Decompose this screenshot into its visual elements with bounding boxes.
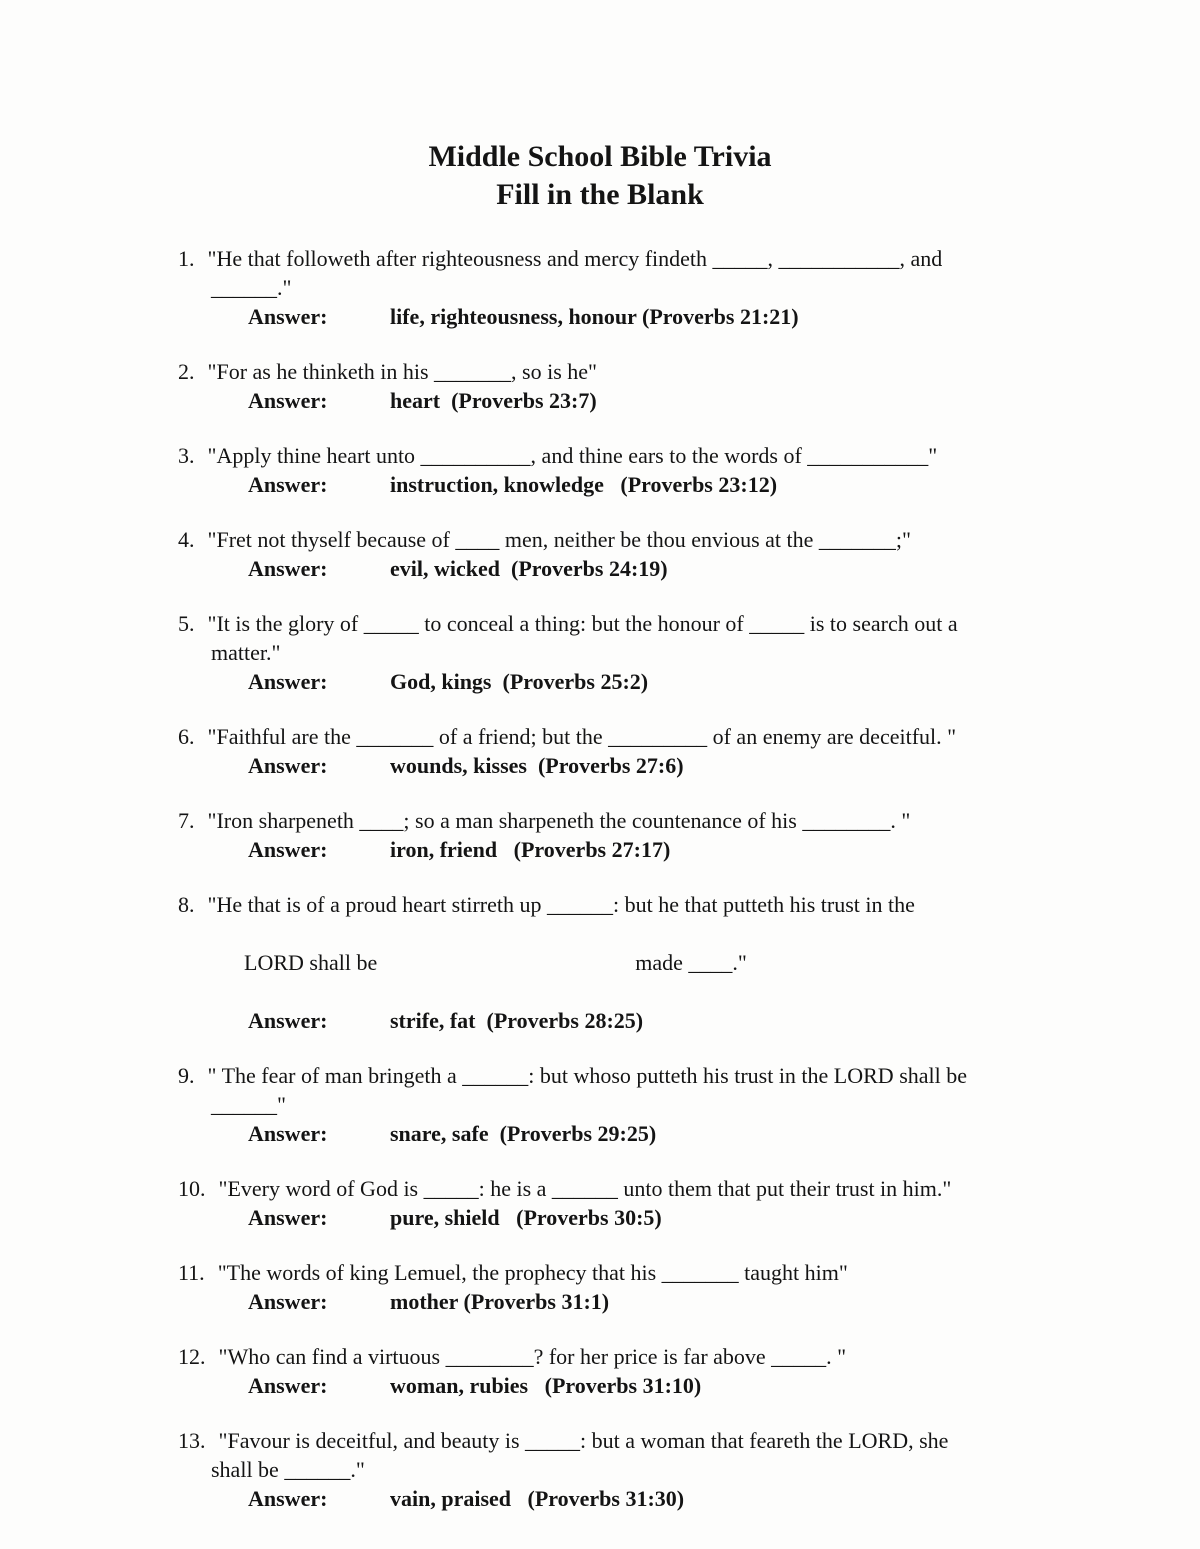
answer-line — [248, 835, 1120, 864]
page-title-line2: Fill in the Blank — [496, 178, 704, 211]
answer-text: strife, fat (Proverbs 28:25) — [390, 1008, 644, 1033]
answer-text: vain, praised (Proverbs 31:30) — [390, 1486, 685, 1511]
answer-text: pure, shield (Proverbs 30:5) — [390, 1205, 662, 1230]
question-text-continued: shall be ______." — [211, 1457, 365, 1482]
question-number: 7. — [178, 808, 195, 833]
question-number: 9. — [178, 1063, 195, 1088]
answer-label: Answer: — [248, 472, 328, 497]
question-number: 10. — [178, 1176, 206, 1201]
question-text-continued — [178, 919, 1120, 1006]
question-block-9 — [178, 1061, 1120, 1148]
question-number: 6. — [178, 724, 195, 749]
answer-line — [248, 667, 1120, 696]
question-block-4 — [178, 525, 1120, 583]
question-text: "He that followeth after righteousness and mercy findeth _____, ___________, and — [207, 246, 943, 271]
answer-line — [248, 751, 1120, 780]
question-block-8 — [178, 890, 1120, 1035]
question-text: "It is the glory of _____ to conceal a thing: but the honour of _____ is to search out a — [207, 611, 958, 636]
answer-label: Answer: — [248, 556, 328, 581]
question-block-5 — [178, 609, 1120, 696]
page-title-line1: Middle School Bible Trivia — [428, 140, 772, 173]
question-text-continued: matter." — [211, 640, 281, 665]
answer-text: snare, safe (Proverbs 29:25) — [390, 1121, 657, 1146]
question-text: "He that is of a proud heart stirreth up ______: but he that putteth his trust in the — [207, 892, 915, 917]
question-block-11 — [178, 1258, 1120, 1316]
question-text: "For as he thinketh in his _______, so is he" — [207, 359, 598, 384]
answer-text: woman, rubies (Proverbs 31:10) — [390, 1373, 702, 1398]
question-number: 1. — [178, 246, 195, 271]
answer-text: God, kings (Proverbs 25:2) — [390, 669, 649, 694]
question-text: "Apply thine heart unto __________, and thine ears to the words of ___________" — [207, 443, 938, 468]
answer-label: Answer: — [248, 1373, 328, 1398]
answer-line — [248, 470, 1120, 499]
question-number: 8. — [178, 892, 195, 917]
question-text-continued: ______." — [211, 275, 292, 300]
question-block-7 — [178, 806, 1120, 864]
question-number: 3. — [178, 443, 195, 468]
answer-line — [248, 1006, 1120, 1035]
answer-text: iron, friend (Proverbs 27:17) — [390, 837, 671, 862]
question-text: "Favour is deceitful, and beauty is _____: but a woman that feareth the LORD, she — [218, 1428, 949, 1453]
answer-text: wounds, kisses (Proverbs 27:6) — [390, 753, 684, 778]
question-text-continued-right: made ____." — [635, 950, 747, 975]
question-block-2 — [178, 357, 1120, 415]
answer-line — [248, 1371, 1120, 1400]
answer-text: mother (Proverbs 31:1) — [390, 1289, 610, 1314]
question-number: 11. — [178, 1260, 205, 1285]
answer-line — [248, 1119, 1120, 1148]
answer-label: Answer: — [248, 837, 328, 862]
answer-label: Answer: — [248, 1008, 328, 1033]
question-number: 12. — [178, 1344, 206, 1369]
question-text: "The words of king Lemuel, the prophecy that his _______ taught him" — [217, 1260, 848, 1285]
answer-text: heart (Proverbs 23:7) — [390, 388, 597, 413]
question-block-1 — [178, 244, 1120, 331]
answer-line — [248, 554, 1120, 583]
question-block-13 — [178, 1426, 1120, 1513]
answer-line — [248, 1287, 1120, 1316]
answer-line — [248, 1484, 1120, 1513]
answer-label: Answer: — [248, 753, 328, 778]
answer-line — [248, 386, 1120, 415]
answer-label: Answer: — [248, 1486, 328, 1511]
answer-line — [248, 302, 1120, 331]
answer-text: life, righteousness, honour (Proverbs 21:21) — [390, 304, 799, 329]
question-text: "Who can find a virtuous ________? for her price is far above _____. " — [218, 1344, 847, 1369]
question-block-6 — [178, 722, 1120, 780]
question-text: "Fret not thyself because of ____ men, neither be thou envious at the _______;" — [207, 527, 911, 552]
answer-label: Answer: — [248, 388, 328, 413]
question-text: "Iron sharpeneth ____; so a man sharpeneth the countenance of his ________. " — [207, 808, 911, 833]
question-number: 4. — [178, 527, 195, 552]
answer-line — [248, 1203, 1120, 1232]
question-block-10 — [178, 1174, 1120, 1232]
question-text-continued: ______" — [211, 1092, 286, 1117]
question-text-continued-left: LORD shall be — [244, 950, 378, 975]
answer-label: Answer: — [248, 1205, 328, 1230]
question-block-12 — [178, 1342, 1120, 1400]
answer-label: Answer: — [248, 304, 328, 329]
answer-text: evil, wicked (Proverbs 24:19) — [390, 556, 668, 581]
page-title — [178, 138, 1022, 214]
answer-label: Answer: — [248, 1289, 328, 1314]
answer-label: Answer: — [248, 1121, 328, 1146]
question-number: 2. — [178, 359, 195, 384]
question-number: 13. — [178, 1428, 206, 1453]
answer-text: instruction, knowledge (Proverbs 23:12) — [390, 472, 778, 497]
question-text: "Every word of God is _____: he is a ______ unto them that put their trust in him." — [218, 1176, 952, 1201]
question-text: " The fear of man bringeth a ______: but whoso putteth his trust in the LORD shall be — [207, 1063, 968, 1088]
answer-label: Answer: — [248, 669, 328, 694]
question-block-3 — [178, 441, 1120, 499]
question-number: 5. — [178, 611, 195, 636]
question-text: "Faithful are the _______ of a friend; but the _________ of an enemy are deceitful. " — [207, 724, 957, 749]
